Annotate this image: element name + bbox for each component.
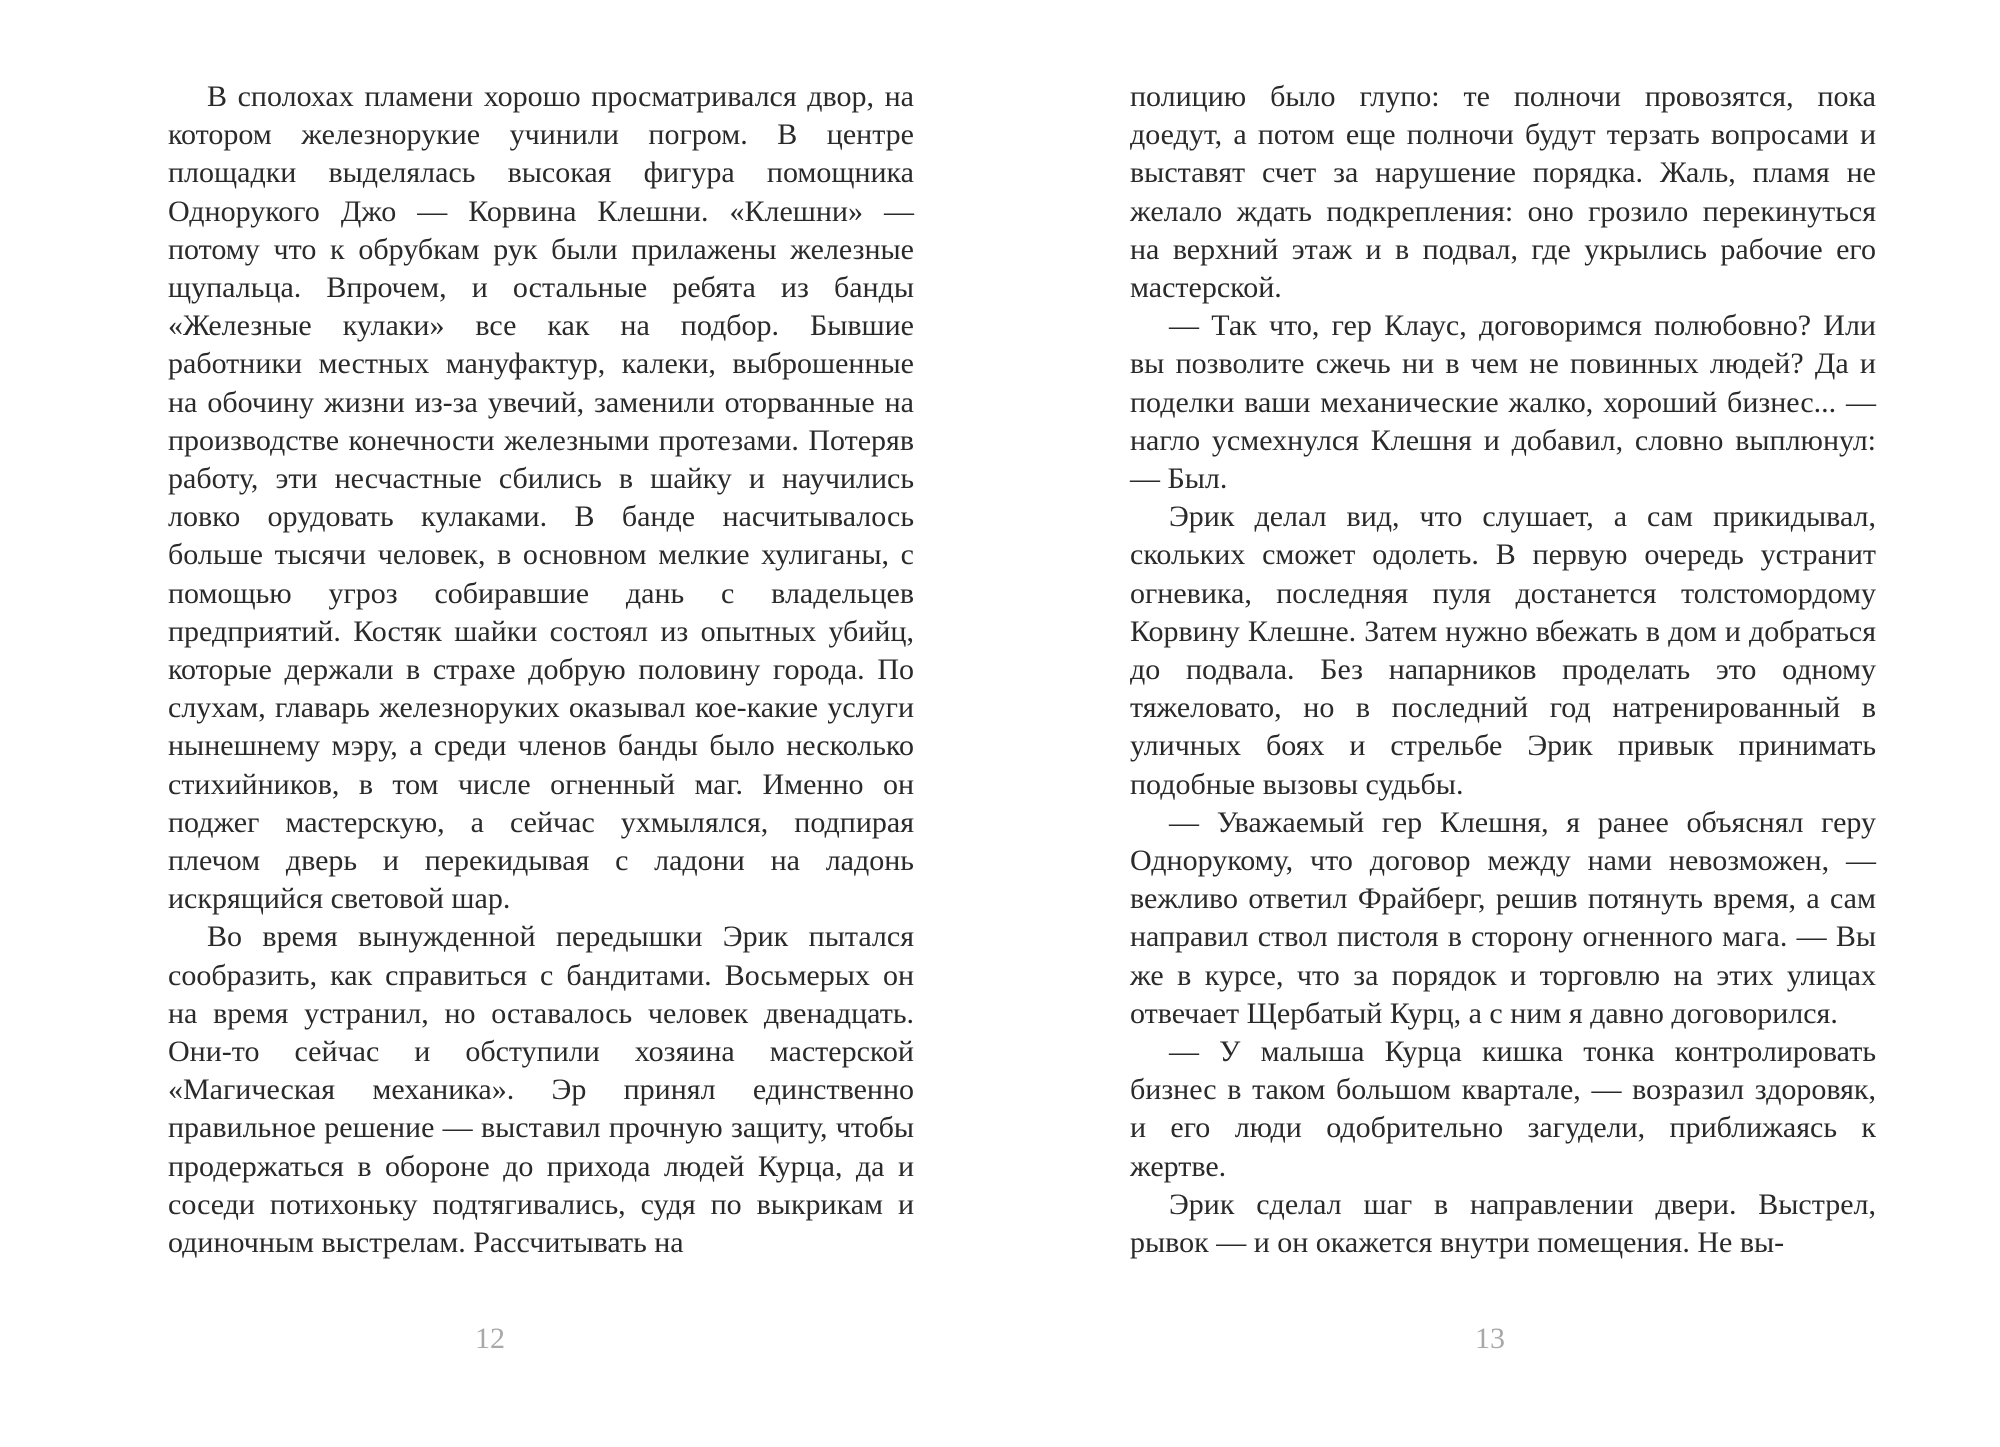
right-paragraph-1: полицию было глупо: те полночи провозятся, пока доедут, а потом еще полночи будут терзать вопросами и выставят счет за нарушение порядка. Жаль, пламя не желало ждать подкрепления: оно грозило перекинуться на верхний этаж и в подвал, где укрылись рабочие его мастерской.	[1130, 80, 1876, 305]
right-paragraph-4: — Уважаемый гер Клешня, я ранее объяснял геру Однорукому, что договор между нами невозможен, — вежливо ответил Фрайберг, решив потянуть время, а сам направил ствол пистоля в сторону огненного мага. — Вы же в курсе, что за порядок и торговлю на этих улицах отвечает Щербатый Курц, а с ним я давно договорился.	[1130, 805, 1876, 1030]
right-page-number: 13	[1475, 1322, 1505, 1355]
right-paragraph-2: — Так что, гер Клаус, договоримся полюбовно? Или вы позволите сжечь ни в чем не повинных людей? Да и поделки ваши механические жалко, хороший бизнес... — нагло усмехнулся Клешня и добавил, словно выплюнул: — Был.	[1130, 309, 1876, 496]
left-paragraph-1: В сполохах пламени хорошо просматривался двор, на котором железнорукие учинили погром. В центре площадки выделялась высокая фигура помощника Однорукого Джо — Корвина Клешни. «Клешни» — потому что к обрубкам рук были прилажены железные щупальца. Впрочем, и остальные ребята из банды «Железные кулаки» все как на подбор. Бывшие работники местных мануфактур, калеки, выброшенные на обочину жизни из-за увечий, заменили оторванные на производстве конечности железными протезами. Потеряв работу, эти несчастные сбились в шайку и научились ловко орудовать кулаками. В банде насчитывалось больше тысячи человек, в основном мелкие хулиганы, с помощью угроз собиравшие дань с владельцев предприятий. Костяк шайки состоял из опытных убийц, которые держали в страхе добрую половину города. По слухам, главарь железноруких оказывал кое-какие услуги нынешнему мэру, а среди членов банды было несколько стихийников, в том числе огненный маг. Именно он поджег мастерскую, а сейчас ухмылялся, подпирая плечом дверь и перекидывая с ладони на ладонь искрящийся световой шар.	[168, 80, 914, 916]
left-page-number: 12	[475, 1322, 505, 1355]
right-paragraph-6: Эрик сделал шаг в направлении двери. Выстрел, рывок — и он окажется внутри помещения. Не вы-	[1130, 1187, 1876, 1260]
right-paragraph-3: Эрик делал вид, что слушает, а сам прикидывал, скольких сможет одолеть. В первую очередь устранит огневика, последняя пуля достанется толстомордому Корвину Клешне. Затем нужно вбежать в дом и добраться до подвала. Без напарников проделать это одному тяжеловато, но в последний год натренированный в уличных боях и стрельбе Эрик привык принимать подобные вызовы судьбы.	[1130, 500, 1876, 801]
right-page-text	[1130, 78, 1876, 1262]
right-paragraph-5: — У малыша Курца кишка тонка контролировать бизнес в таком большом квартале, — возразил здоровяк, и его люди одобрительно загудели, приближаясь к жертве.	[1130, 1035, 1876, 1183]
left-page-text	[168, 78, 914, 1262]
left-paragraph-2: Во время вынужденной передышки Эрик пытался сообразить, как справиться с бандитами. Восьмерых он на время устранил, но оставалось человек двенадцать. Они-то сейчас и обступили хозяина мастерской «Магическая механика». Эр принял единственно правильное решение — выставил прочную защиту, чтобы продержаться в обороне до прихода людей Курца, да и соседи потихоньку подтягивались, судя по выкрикам и одиночным выстрелам. Рассчитывать на	[168, 920, 914, 1260]
